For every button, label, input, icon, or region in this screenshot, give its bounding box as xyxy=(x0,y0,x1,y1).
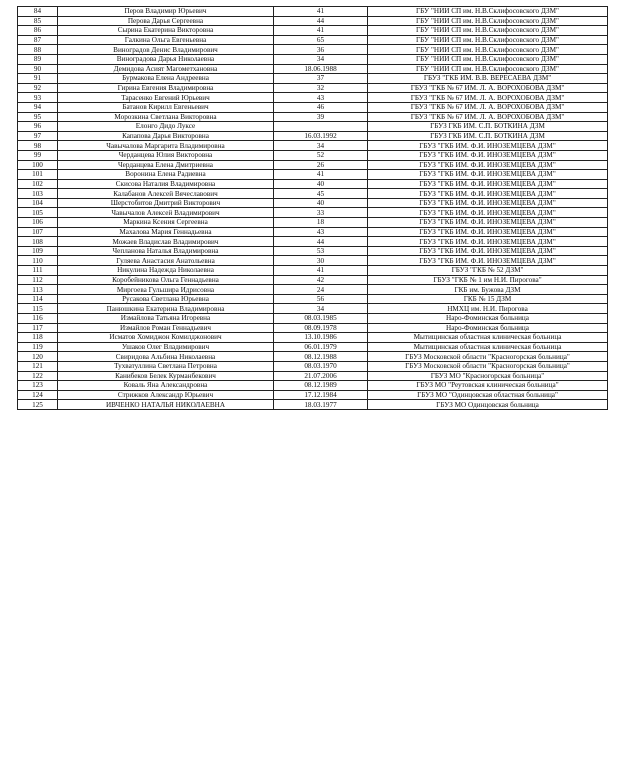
organization-cell: ГБУЗ "ГКБ ИМ. Ф.И. ИНОЗЕМЦЕВА ДЗМ" xyxy=(368,227,608,237)
table-row xyxy=(18,16,608,26)
table-row xyxy=(18,371,608,381)
table-row xyxy=(18,26,608,36)
table-row xyxy=(18,400,608,410)
table-row xyxy=(18,150,608,160)
value-cell: 16.03.1992 xyxy=(274,131,368,141)
table-row xyxy=(18,314,608,324)
row-number-cell: 116 xyxy=(18,314,58,324)
name-cell: Маркина Ксения Сергеевна xyxy=(58,218,274,228)
name-cell: Коробейникова Ольга Геннадьевна xyxy=(58,275,274,285)
name-cell: Морозкина Светлана Викторовна xyxy=(58,112,274,122)
value-cell: 65 xyxy=(274,35,368,45)
row-number-cell: 118 xyxy=(18,333,58,343)
table-row xyxy=(18,227,608,237)
organization-cell: ГБУЗ "ГКБ ИМ. В.В. ВЕРЕСАЕВА ДЗМ" xyxy=(368,74,608,84)
name-cell: Измайлов Роман Геннадьевич xyxy=(58,323,274,333)
table-row xyxy=(18,198,608,208)
value-cell: 41 xyxy=(274,266,368,276)
value-cell: 52 xyxy=(274,150,368,160)
organization-cell: ГБУ "НИИ СП им. Н.В.Склифосовского ДЗМ" xyxy=(368,35,608,45)
table-row xyxy=(18,266,608,276)
value-cell: 41 xyxy=(274,170,368,180)
name-cell: Виноградова Дарья Николаевна xyxy=(58,54,274,64)
name-cell: Бурмакова Елена Андреевна xyxy=(58,74,274,84)
table-row xyxy=(18,45,608,55)
organization-cell: ГБУЗ Московской области "Красногорская больница" xyxy=(368,361,608,371)
row-number-cell: 120 xyxy=(18,352,58,362)
table-row xyxy=(18,131,608,141)
value-cell: 46 xyxy=(274,102,368,112)
value-cell: 06.01.1979 xyxy=(274,342,368,352)
value-cell: 37 xyxy=(274,74,368,84)
row-number-cell: 99 xyxy=(18,150,58,160)
value-cell: 24 xyxy=(274,285,368,295)
value-cell: 40 xyxy=(274,179,368,189)
table-row xyxy=(18,381,608,391)
table-row xyxy=(18,294,608,304)
table-row xyxy=(18,179,608,189)
table-row xyxy=(18,256,608,266)
organization-cell: ГБУЗ "ГКБ ИМ. Ф.И. ИНОЗЕМЦЕВА ДЗМ" xyxy=(368,160,608,170)
row-number-cell: 100 xyxy=(18,160,58,170)
row-number-cell: 114 xyxy=(18,294,58,304)
name-cell: Канибеков Белек Курманбекович xyxy=(58,371,274,381)
name-cell: Демидова Асият Магометхановна xyxy=(58,64,274,74)
value-cell: 34 xyxy=(274,304,368,314)
name-cell: Тухватуллина Светлана Петровна xyxy=(58,361,274,371)
row-number-cell: 108 xyxy=(18,237,58,247)
name-cell: ИВЧЕНКО НАТАЛЬЯ НИКОЛАЕВНА xyxy=(58,400,274,410)
value-cell: 43 xyxy=(274,93,368,103)
value-cell: 39 xyxy=(274,112,368,122)
value-cell: 53 xyxy=(274,246,368,256)
organization-cell: ГБУЗ Московской области "Красногорская больница" xyxy=(368,352,608,362)
organization-cell: ГБУЗ "ГКБ № 67 ИМ. Л. А. ВОРОХОБОВА ДЗМ" xyxy=(368,112,608,122)
value-cell: 08.12.1989 xyxy=(274,381,368,391)
row-number-cell: 105 xyxy=(18,208,58,218)
row-number-cell: 112 xyxy=(18,275,58,285)
row-number-cell: 107 xyxy=(18,227,58,237)
name-cell: Виноградов Денис Владимирович xyxy=(58,45,274,55)
row-number-cell: 87 xyxy=(18,35,58,45)
value-cell: 43 xyxy=(274,227,368,237)
table-row xyxy=(18,83,608,93)
table-row xyxy=(18,7,608,17)
value-cell: 34 xyxy=(274,54,368,64)
row-number-cell: 109 xyxy=(18,246,58,256)
table-row xyxy=(18,237,608,247)
row-number-cell: 113 xyxy=(18,285,58,295)
name-cell: Коваль Яна Александровна xyxy=(58,381,274,391)
organization-cell: ГБУ "НИИ СП им. Н.В.Склифосовского ДЗМ" xyxy=(368,45,608,55)
organization-cell: ГБУЗ "ГКБ № 52 ДЗМ" xyxy=(368,266,608,276)
organization-cell: ГБУЗ "ГКБ ИМ. Ф.И. ИНОЗЕМЦЕВА ДЗМ" xyxy=(368,189,608,199)
organization-cell: ГБУЗ "ГКБ ИМ. Ф.И. ИНОЗЕМЦЕВА ДЗМ" xyxy=(368,237,608,247)
name-cell: Миргоева Гульшира Идрисовна xyxy=(58,285,274,295)
table-row xyxy=(18,361,608,371)
row-number-cell: 125 xyxy=(18,400,58,410)
name-cell: Никулина Надежда Николаевна xyxy=(58,266,274,276)
table-row xyxy=(18,64,608,74)
organization-cell: ГБУЗ "ГКБ ИМ. Ф.И. ИНОЗЕМЦЕВА ДЗМ" xyxy=(368,141,608,151)
value-cell: 21.07.2006 xyxy=(274,371,368,381)
name-cell: Измайлова Татьяна Игоревна xyxy=(58,314,274,324)
name-cell: Чепланова Наталья Владимировна xyxy=(58,246,274,256)
organization-cell: Мытищинская областная клиническая больница xyxy=(368,333,608,343)
value-cell: 41 xyxy=(274,7,368,17)
row-number-cell: 94 xyxy=(18,102,58,112)
organization-cell: ГБУЗ "ГКБ ИМ. Ф.И. ИНОЗЕМЦЕВА ДЗМ" xyxy=(368,170,608,180)
name-cell: Елонго Дидо Луксе xyxy=(58,122,274,132)
name-cell: Стрижков Александр Юрьевич xyxy=(58,390,274,400)
name-cell: Гуляева Анастасия Анатольевна xyxy=(58,256,274,266)
name-cell: Черданцева Елена Дмитриевна xyxy=(58,160,274,170)
table-row xyxy=(18,285,608,295)
row-number-cell: 85 xyxy=(18,16,58,26)
value-cell: 08.12.1988 xyxy=(274,352,368,362)
name-cell: Батанов Кирилл Евгеньевич xyxy=(58,102,274,112)
table-row xyxy=(18,352,608,362)
organization-cell: ГБУЗ "ГКБ ИМ. Ф.И. ИНОЗЕМЦЕВА ДЗМ" xyxy=(368,179,608,189)
participants-table xyxy=(17,6,608,410)
table-row xyxy=(18,304,608,314)
row-number-cell: 121 xyxy=(18,361,58,371)
row-number-cell: 123 xyxy=(18,381,58,391)
row-number-cell: 97 xyxy=(18,131,58,141)
organization-cell: ГБУЗ МО "Одинцовская областная больница" xyxy=(368,390,608,400)
value-cell: 33 xyxy=(274,208,368,218)
row-number-cell: 102 xyxy=(18,179,58,189)
row-number-cell: 84 xyxy=(18,7,58,17)
value-cell: 17.12.1984 xyxy=(274,390,368,400)
organization-cell: ГБУЗ ГКБ ИМ. С.П. БОТКИНА ДЗМ xyxy=(368,131,608,141)
table-row xyxy=(18,74,608,84)
organization-cell: ГБУЗ МО "Красногорская больница" xyxy=(368,371,608,381)
table-row xyxy=(18,122,608,132)
value-cell: 30 xyxy=(274,256,368,266)
organization-cell: Наро-Фоминская больница xyxy=(368,323,608,333)
name-cell: Скисова Наталия Владимировна xyxy=(58,179,274,189)
value-cell: 42 xyxy=(274,275,368,285)
value-cell: 44 xyxy=(274,237,368,247)
value-cell: 18 xyxy=(274,218,368,228)
row-number-cell: 91 xyxy=(18,74,58,84)
row-number-cell: 106 xyxy=(18,218,58,228)
organization-cell: ГБУ "НИИ СП им. Н.В.Склифосовского ДЗМ" xyxy=(368,26,608,36)
value-cell: 18.03.1977 xyxy=(274,400,368,410)
value-cell: 18.06.1988 xyxy=(274,64,368,74)
organization-cell: ГБУЗ "ГКБ № 67 ИМ. Л. А. ВОРОХОБОВА ДЗМ" xyxy=(368,83,608,93)
name-cell: Свиридова Альбина Николаевна xyxy=(58,352,274,362)
name-cell: Исматов Хомиджон Комилджонович xyxy=(58,333,274,343)
table-row xyxy=(18,170,608,180)
organization-cell: ГБУЗ "ГКБ ИМ. Ф.И. ИНОЗЕМЦЕВА ДЗМ" xyxy=(368,246,608,256)
value-cell: 36 xyxy=(274,45,368,55)
name-cell: Можаев Владислав Владимирович xyxy=(58,237,274,247)
value-cell: 40 xyxy=(274,198,368,208)
organization-cell: ГБУЗ МО Одинцовская больница xyxy=(368,400,608,410)
table-row xyxy=(18,54,608,64)
row-number-cell: 115 xyxy=(18,304,58,314)
table-row xyxy=(18,342,608,352)
row-number-cell: 104 xyxy=(18,198,58,208)
table-row xyxy=(18,35,608,45)
value-cell: 08.03.1970 xyxy=(274,361,368,371)
value-cell: 26 xyxy=(274,160,368,170)
table-row xyxy=(18,333,608,343)
organization-cell: ГБУ "НИИ СП им. Н.В.Склифосовского ДЗМ" xyxy=(368,7,608,17)
name-cell: Ушаков Олег Владимирович xyxy=(58,342,274,352)
value-cell: 44 xyxy=(274,16,368,26)
organization-cell: ГБУ "НИИ СП им. Н.В.Склифосовского ДЗМ" xyxy=(368,54,608,64)
name-cell: Тарасенко Евгений Юрьевич xyxy=(58,93,274,103)
row-number-cell: 103 xyxy=(18,189,58,199)
organization-cell: ГБУЗ "ГКБ ИМ. Ф.И. ИНОЗЕМЦЕВА ДЗМ" xyxy=(368,150,608,160)
organization-cell: ГБУЗ "ГКБ № 67 ИМ. Л. А. ВОРОХОБОВА ДЗМ" xyxy=(368,102,608,112)
table-row xyxy=(18,189,608,199)
table-row xyxy=(18,275,608,285)
name-cell: Галкина Ольга Евгеньевна xyxy=(58,35,274,45)
organization-cell: ГБУЗ "ГКБ ИМ. Ф.И. ИНОЗЕМЦЕВА ДЗМ" xyxy=(368,208,608,218)
table-row xyxy=(18,160,608,170)
organization-cell: ГБУЗ "ГКБ ИМ. Ф.И. ИНОЗЕМЦЕВА ДЗМ" xyxy=(368,256,608,266)
organization-cell: ГБУЗ "ГКБ ИМ. Ф.И. ИНОЗЕМЦЕВА ДЗМ" xyxy=(368,218,608,228)
row-number-cell: 86 xyxy=(18,26,58,36)
table-row xyxy=(18,246,608,256)
table-row xyxy=(18,93,608,103)
table-row xyxy=(18,323,608,333)
organization-cell: ГКБ им. Бужова ДЗМ xyxy=(368,285,608,295)
table-body xyxy=(18,7,608,410)
table-row xyxy=(18,208,608,218)
name-cell: Русакова Светлана Юрьевна xyxy=(58,294,274,304)
organization-cell: ГКБ № 15 ДЗМ xyxy=(368,294,608,304)
name-cell: Гирина Евгения Владимировна xyxy=(58,83,274,93)
name-cell: Капапова Дарья Викторовна xyxy=(58,131,274,141)
table-row xyxy=(18,218,608,228)
name-cell: Сырина Екатерина Викторовна xyxy=(58,26,274,36)
row-number-cell: 90 xyxy=(18,64,58,74)
organization-cell: ГБУЗ МО "Реутовская клиническая больница" xyxy=(368,381,608,391)
row-number-cell: 122 xyxy=(18,371,58,381)
organization-cell: ГБУЗ "ГКБ ИМ. Ф.И. ИНОЗЕМЦЕВА ДЗМ" xyxy=(368,198,608,208)
name-cell: Махалова Мария Геннадьевна xyxy=(58,227,274,237)
name-cell: Калабанов Алексей Вячеславович xyxy=(58,189,274,199)
value-cell: 34 xyxy=(274,141,368,151)
name-cell: Перов Владимир Юрьевич xyxy=(58,7,274,17)
table-row xyxy=(18,141,608,151)
table-row xyxy=(18,390,608,400)
row-number-cell: 117 xyxy=(18,323,58,333)
organization-cell: ГБУ "НИИ СП им. Н.В.Склифосовского ДЗМ" xyxy=(368,64,608,74)
row-number-cell: 110 xyxy=(18,256,58,266)
organization-cell: НМХЦ им. Н.И. Пирогова xyxy=(368,304,608,314)
value-cell: 32 xyxy=(274,83,368,93)
row-number-cell: 98 xyxy=(18,141,58,151)
value-cell xyxy=(274,122,368,132)
name-cell: Воронина Елена Радиевна xyxy=(58,170,274,180)
name-cell: Панюшкина Екатерина Владимировна xyxy=(58,304,274,314)
document-page xyxy=(17,6,607,410)
value-cell: 08.03.1985 xyxy=(274,314,368,324)
name-cell: Чавычалова Маргарита Владимировна xyxy=(58,141,274,151)
row-number-cell: 88 xyxy=(18,45,58,55)
row-number-cell: 93 xyxy=(18,93,58,103)
row-number-cell: 124 xyxy=(18,390,58,400)
value-cell: 13.10.1986 xyxy=(274,333,368,343)
name-cell: Шерстобитов Дмитрий Викторович xyxy=(58,198,274,208)
name-cell: Чавычалов Алексей Владимирович xyxy=(58,208,274,218)
name-cell: Перова Дарья Сергеевна xyxy=(58,16,274,26)
row-number-cell: 95 xyxy=(18,112,58,122)
row-number-cell: 92 xyxy=(18,83,58,93)
row-number-cell: 96 xyxy=(18,122,58,132)
value-cell: 45 xyxy=(274,189,368,199)
organization-cell: ГБУЗ "ГКБ № 1 им Н.И. Пирогова" xyxy=(368,275,608,285)
organization-cell: ГБУЗ "ГКБ № 67 ИМ. Л. А. ВОРОХОБОВА ДЗМ" xyxy=(368,93,608,103)
organization-cell: Наро-Фоминская больница xyxy=(368,314,608,324)
table-row xyxy=(18,112,608,122)
row-number-cell: 119 xyxy=(18,342,58,352)
value-cell: 08.09.1978 xyxy=(274,323,368,333)
row-number-cell: 101 xyxy=(18,170,58,180)
table-row xyxy=(18,102,608,112)
row-number-cell: 111 xyxy=(18,266,58,276)
value-cell: 41 xyxy=(274,26,368,36)
organization-cell: ГБУ "НИИ СП им. Н.В.Склифосовского ДЗМ" xyxy=(368,16,608,26)
name-cell: Черданцева Юлия Викторовна xyxy=(58,150,274,160)
row-number-cell: 89 xyxy=(18,54,58,64)
organization-cell: ГБУЗ ГКБ ИМ. С.П. БОТКИНА ДЗМ xyxy=(368,122,608,132)
value-cell: 56 xyxy=(274,294,368,304)
organization-cell: Мытищинская областная клиническая больница xyxy=(368,342,608,352)
